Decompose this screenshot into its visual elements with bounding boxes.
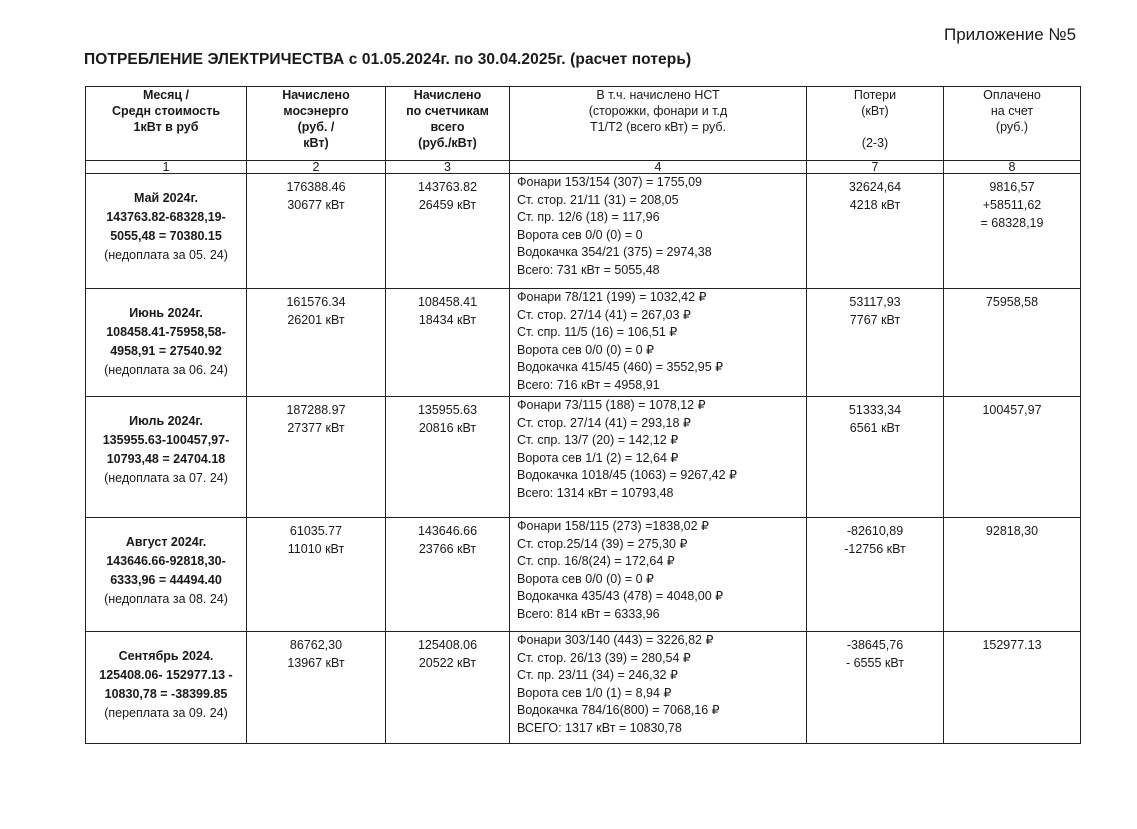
cell-line: Водокачка 354/21 (375) = 2974,38 [517,245,712,259]
cell-line: Ст. спр. 16/8(24) = 172,64 ₽ [517,554,675,568]
cell-line: Ст. пр. 12/6 (18) = 117,96 [517,210,660,224]
cell-line: Средн стоимость [111,104,221,118]
cell-line: Начислено [282,88,350,102]
cell-line: Август 2024г. [125,535,207,549]
cell-line: Ст. стор. 21/11 (31) = 208,05 [517,192,679,207]
losses-cell [807,632,944,744]
cell-line: 30677 кВт [287,198,345,212]
meters-cell [386,397,510,518]
cell-line: Водокачка 1018/45 (1063) = 9267,42 ₽ [517,468,738,482]
cell-line: Потери [853,88,897,102]
cell-line: мосэнерго [283,104,349,118]
cell-line: всего [430,120,465,134]
cell-line: Фонари 78/121 (199) = 1032,42 ₽ [517,290,707,304]
mosenergo-cell [247,632,386,744]
header-mosenergo [247,87,386,161]
cell-line: Ст. стор.25/14 (39) = 275,30 ₽ [517,536,688,551]
meters-cell [386,289,510,397]
cell-line: Всего: 814 кВт = 6333,96 [517,606,660,621]
cell-line: 187288.97 [286,403,346,417]
col-number: 2 [247,161,386,174]
electricity-table [85,86,1081,744]
cell-line: 18434 кВт [418,313,477,327]
paid-cell [944,289,1081,397]
cell-line: - 6555 кВт [845,656,905,670]
cell-line: кВт) [303,136,329,150]
header-month [86,87,247,161]
col-number: 8 [944,161,1081,174]
month-cell [86,289,247,397]
header-nst [510,87,807,161]
cell-line: 26459 кВт [418,198,477,212]
cell-line: 10830,78 = -38399.85 [104,687,228,701]
cell-line: по счетчикам [406,104,489,118]
col-number: 3 [386,161,510,174]
cell-line: Водокачка 415/45 (460) = 3552,95 ₽ [517,360,724,374]
cell-line: Всего: 731 кВт = 5055,48 [517,262,660,277]
header-meters [386,87,510,161]
cell-line: Месяц / [142,88,190,102]
cell-line: Ст. стор. 26/13 (39) = 280,54 ₽ [517,650,691,665]
losses-cell [807,174,944,289]
cell-line: 108458.41-75958,58- [106,325,226,339]
cell-line: 4218 кВт [849,198,901,212]
cell-line: 9816,57 [989,180,1035,194]
cell-line: 125408.06 [417,638,478,652]
table-row [86,632,1081,744]
cell-line: (кВт) [861,104,889,118]
paid-cell [944,174,1081,289]
table-row [86,397,1081,518]
cell-line: 143763.82-68328,19- [106,210,226,224]
cell-line: +58511,62 [982,198,1042,212]
mosenergo-cell [247,289,386,397]
cell-line: -82610,89 [846,524,904,538]
header-paid [944,87,1081,161]
cell-line: 32624,64 [848,180,902,194]
cell-line [807,119,943,135]
cell-line: Июнь 2024г. [129,306,203,320]
cell-line: Фонари 158/115 (273) =1838,02 ₽ [517,519,710,533]
cell-line: -38645,76 [846,638,904,652]
cell-line: (переплата за 09. 24) [104,706,228,720]
cell-line: 161576.34 [286,295,346,309]
cell-line: на счет [990,104,1034,118]
cell-line: 86762,30 [289,638,343,652]
cell-line: Всего: 716 кВт = 4958,91 [517,377,660,392]
nst-breakdown-cell [510,289,807,397]
table-row [86,518,1081,632]
cell-line: Водокачка 435/43 (478) = 4048,00 ₽ [517,589,724,603]
cell-line: (недоплата за 07. 24) [104,471,228,485]
month-cell [86,174,247,289]
cell-line: Всего: 1314 кВт = 10793,48 [517,485,674,500]
cell-line: 75958,58 [985,295,1039,309]
cell-line: 152977.13 [982,638,1042,652]
cell-line: Июль 2024г. [129,414,203,428]
mosenergo-cell [247,397,386,518]
cell-line: ВСЕГО: 1317 кВт = 10830,78 [517,720,682,735]
document-title: ПОТРЕБЛЕНИЕ ЭЛЕКТРИЧЕСТВА с 01.05.2024г. по 30.04.2025г. (расчет потерь) [84,51,692,68]
cell-line: 143646.66-92818,30- [106,554,226,568]
cell-line: (руб.) [995,120,1029,134]
cell-line: 5055,48 = 70380.15 [110,229,222,243]
cell-line: Фонари 303/140 (443) = 3226,82 ₽ [517,633,714,647]
cell-line: Ст. пр. 23/11 (34) = 246,32 ₽ [517,668,678,682]
cell-line: Сентябрь 2024. [118,649,214,663]
paid-cell [944,518,1081,632]
cell-line: Фонари 153/154 (307) = 1755,09 [517,175,702,189]
cell-line: 143763.82 [417,180,478,194]
table-row [86,289,1081,397]
meters-cell [386,518,510,632]
cell-line: (недоплата за 08. 24) [104,592,228,606]
cell-line: (недоплата за 06. 24) [104,363,228,377]
cell-line: Ст. стор. 27/14 (41) = 267,03 ₽ [517,307,691,322]
meters-cell [386,174,510,289]
col-number: 4 [510,161,807,174]
cell-line: 27377 кВт [287,421,345,435]
col-number: 7 [807,161,944,174]
month-cell [86,397,247,518]
cell-line: Оплачено [983,88,1041,102]
cell-line: Начислено [413,88,482,102]
cell-line: 6561 кВт [849,421,901,435]
paid-cell [944,632,1081,744]
cell-line: Водокачка 784/16(800) = 7068,16 ₽ [517,703,720,717]
column-number-row [86,161,1081,174]
header-losses [807,87,944,161]
cell-line: (сторожки, фонари и т.д [588,104,728,118]
cell-line: Ворота сев 1/1 (2) = 12,64 ₽ [517,450,679,465]
cell-line: Ворота сев 0/0 (0) = 0 ₽ [517,571,654,586]
cell-line: 20816 кВт [418,421,477,435]
cell-line: Ст. стор. 27/14 (41) = 293,18 ₽ [517,415,691,430]
cell-line: Ворота сев 0/0 (0) = 0 [517,227,643,242]
mosenergo-cell [247,518,386,632]
cell-line: Фонари 73/115 (188) = 1078,12 ₽ [517,398,706,412]
col-number: 1 [86,161,247,174]
nst-breakdown-cell [510,174,807,289]
nst-breakdown-cell [510,518,807,632]
cell-line: (недоплата за 05. 24) [104,248,228,262]
cell-line: (руб. / [297,120,335,134]
nst-breakdown-cell [510,397,807,518]
losses-cell [807,397,944,518]
cell-line: Ворота сев 1/0 (1) = 8,94 ₽ [517,685,672,700]
table-row [86,174,1081,289]
cell-line: 13967 кВт [287,656,345,670]
cell-line: 100457,97 [982,403,1042,417]
cell-line: Май 2024г. [134,191,198,205]
cell-line: 51333,34 [848,403,902,417]
mosenergo-cell [247,174,386,289]
cell-line: (2-3) [861,136,889,150]
cell-line: -12756 кВт [844,542,906,556]
losses-cell [807,289,944,397]
cell-line: 92818,30 [985,524,1039,538]
cell-line: = 68328,19 [980,216,1044,230]
cell-line: 176388.46 [286,180,346,194]
cell-line: 26201 кВт [287,313,345,327]
cell-line: 4958,91 = 27540.92 [110,344,222,358]
cell-line: 53117,93 [849,295,901,309]
cell-line: 135955.63 [417,403,478,417]
cell-line: Ст. спр. 13/7 (20) = 142,12 ₽ [517,433,679,447]
cell-line: 6333,96 = 44494.40 [110,573,222,587]
cell-line: 143646.66 [417,524,478,538]
losses-cell [807,518,944,632]
cell-line: Ворота сев 0/0 (0) = 0 ₽ [517,342,654,357]
cell-line: 23766 кВт [418,542,477,556]
header-row [86,87,1081,161]
month-cell [86,518,247,632]
cell-line: 125408.06- 152977.13 - [99,668,233,682]
cell-line: Ст. спр. 11/5 (16) = 106,51 ₽ [517,325,678,339]
cell-line: 20522 кВт [418,656,477,670]
month-cell [86,632,247,744]
cell-line: (руб./кВт) [418,136,477,150]
cell-line: 108458.41 [417,295,478,309]
cell-line: 135955.63-100457,97- [102,433,230,447]
cell-line: 1кВт в руб [133,120,199,134]
cell-line: 61035.77 [289,524,343,538]
cell-line: 11010 кВт [287,542,345,556]
cell-line: 7767 кВт [849,313,901,327]
cell-line: Т1/Т2 (всего кВт) = руб. [589,120,727,134]
nst-breakdown-cell [510,632,807,744]
cell-line: 10793,48 = 24704.18 [106,452,226,466]
appendix-label: Приложение №5 [944,25,1077,44]
paid-cell [944,397,1081,518]
cell-line: В т.ч. начислено НСТ [596,88,720,102]
meters-cell [386,632,510,744]
